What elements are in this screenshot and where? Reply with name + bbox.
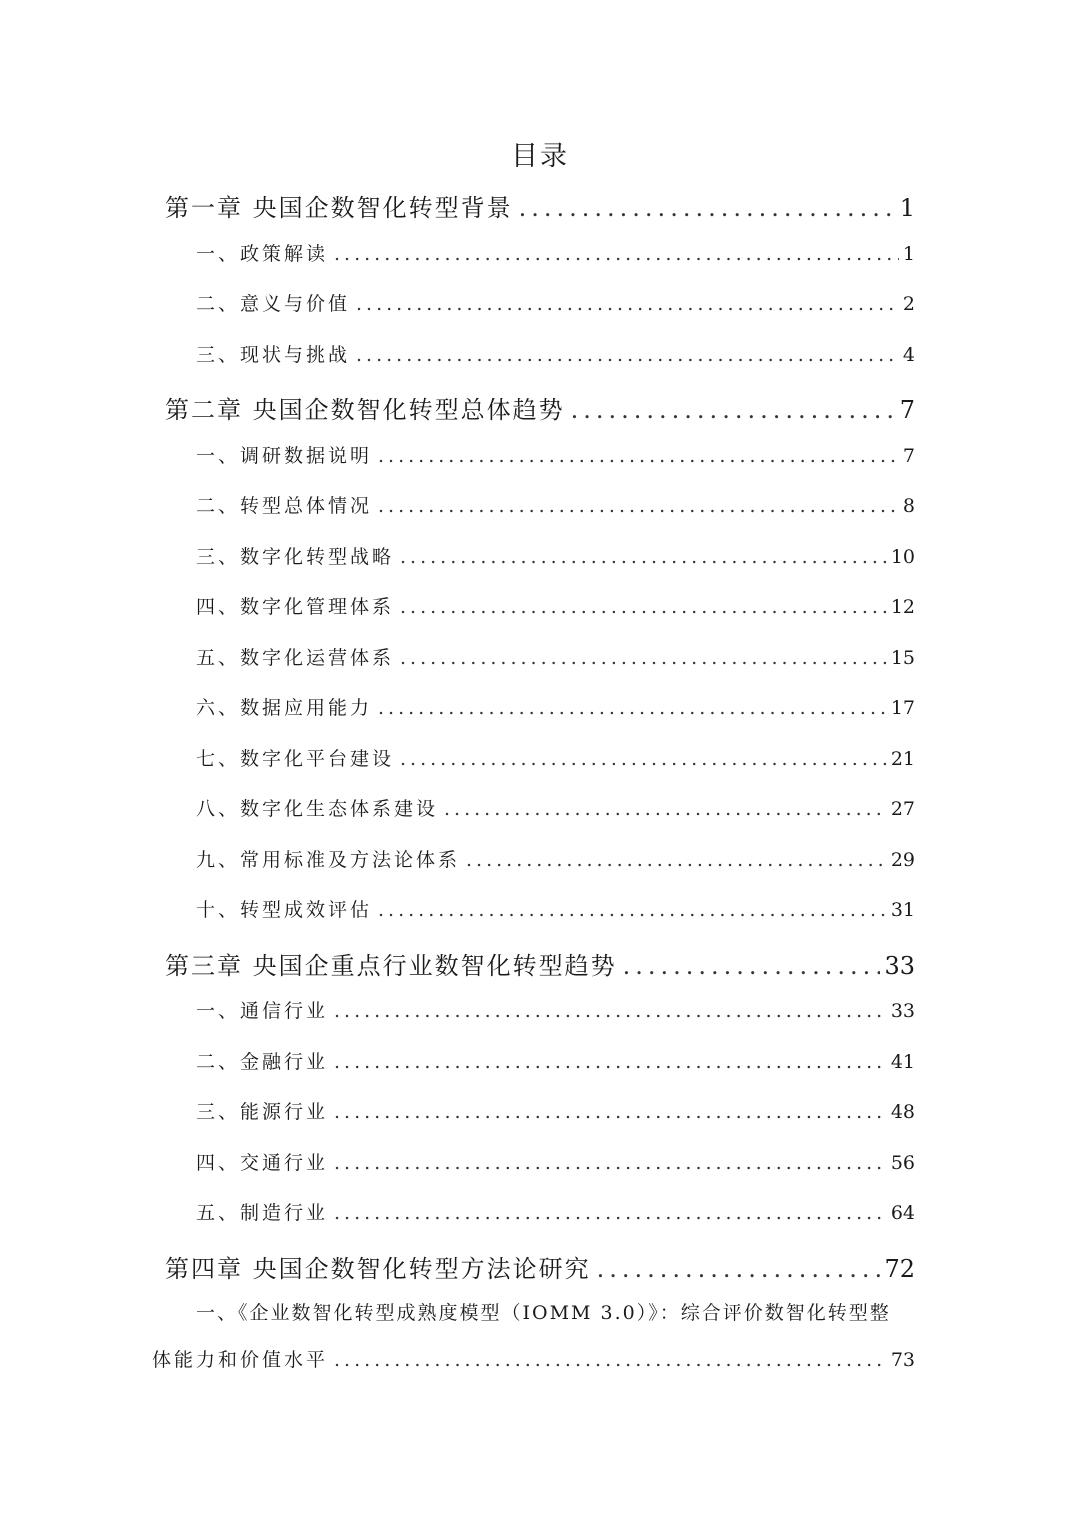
toc-entry-page-number: 73 — [890, 1349, 915, 1371]
toc-section-entry[interactable] — [196, 441, 915, 468]
toc-entry-label: 四、交通行业 — [196, 1151, 329, 1174]
dot-leader — [334, 243, 899, 265]
toc-section-entry[interactable] — [196, 693, 915, 720]
toc-section-entry[interactable] — [196, 1047, 915, 1074]
toc-section-entry[interactable] — [196, 491, 915, 518]
dot-leader — [334, 1101, 887, 1123]
dot-leader — [356, 344, 899, 366]
toc-entry-page-number: 27 — [890, 798, 915, 820]
dot-leader — [466, 849, 887, 871]
toc-entry-label: 二、金融行业 — [196, 1050, 329, 1073]
toc-entry-page-number: 33 — [890, 1000, 915, 1022]
toc-entry-label: 四、数字化管理体系 — [196, 596, 395, 618]
toc-entry-page-number: 48 — [890, 1101, 915, 1123]
dot-leader — [378, 495, 899, 517]
toc-entry-label: 八、数字化生态体系建设 — [196, 798, 439, 820]
dot-leader — [378, 697, 887, 719]
toc-entry-label: 二、意义与价值 — [196, 293, 351, 315]
dot-leader — [597, 1255, 881, 1283]
dot-leader — [623, 952, 881, 980]
toc-entry-page-number: 12 — [890, 596, 915, 618]
toc-title: 目录 — [511, 141, 569, 172]
toc-entry-label: 一、通信行业 — [196, 1000, 329, 1022]
toc-entry-wrapped-line1: 一、《企业数智化转型成熟度模型（IOMM 3.0）》：综合评价数智化转型整 — [196, 1302, 891, 1324]
toc-entry-label: 第二章 央国企数智化转型总体趋势 — [165, 396, 565, 424]
toc-entry-label: 九、常用标准及方法论体系 — [196, 848, 461, 871]
toc-chapter-entry[interactable] — [165, 1249, 915, 1284]
toc-entry-page-number: 7 — [902, 444, 915, 467]
toc-entry-page-number: 1 — [902, 242, 915, 265]
toc-entry-page-number: 72 — [884, 1254, 915, 1283]
toc-entry-page-number: 2 — [902, 293, 915, 315]
dot-leader — [378, 445, 899, 467]
dot-leader — [334, 1202, 887, 1224]
toc-section-entry[interactable] — [196, 542, 915, 569]
toc-chapter-entry[interactable] — [165, 390, 915, 425]
dot-leader — [519, 194, 896, 222]
toc-entry-page-number: 41 — [890, 1050, 915, 1073]
toc-entry-label: 三、能源行业 — [196, 1101, 329, 1123]
toc-section-entry[interactable] — [196, 643, 915, 670]
toc-entry-page-number: 31 — [890, 899, 915, 921]
toc-section-entry[interactable] — [196, 895, 915, 922]
toc-section-entry[interactable] — [196, 744, 915, 771]
toc-section-entry[interactable] — [196, 340, 915, 367]
toc-entry-page-number: 56 — [890, 1151, 915, 1174]
toc-chapter-entry[interactable] — [165, 188, 915, 223]
toc-entry-page-number: 1 — [899, 194, 915, 222]
toc-entry-label: 一、调研数据说明 — [196, 444, 373, 467]
dot-leader — [400, 748, 887, 770]
toc-entry-page-number: 4 — [902, 343, 915, 366]
toc-section-entry[interactable] — [196, 996, 915, 1023]
toc-section-entry[interactable] — [196, 592, 915, 619]
dot-leader — [334, 1051, 887, 1073]
dot-leader — [378, 899, 887, 921]
toc-entry-label: 体能力和价值水平 — [152, 1349, 329, 1371]
dot-leader — [400, 596, 887, 618]
dot-leader — [334, 1349, 887, 1371]
toc-section-entry[interactable] — [196, 845, 915, 872]
toc-entry-label: 第三章 央国企重点行业数智化转型趋势 — [165, 951, 617, 980]
toc-section-entry[interactable] — [196, 289, 915, 316]
toc-entry-label: 七、数字化平台建设 — [196, 747, 395, 770]
toc-entry-label: 五、数字化运营体系 — [196, 646, 395, 669]
toc-entry-wrapped-line2[interactable] — [152, 1345, 915, 1372]
dot-leader — [444, 798, 887, 820]
dot-leader — [400, 647, 887, 669]
toc-entry-page-number: 21 — [890, 747, 915, 770]
toc-entry-label: 六、数据应用能力 — [196, 697, 373, 719]
toc-entry-label: 二、转型总体情况 — [196, 495, 373, 517]
toc-section-entry[interactable] — [196, 794, 915, 821]
toc-entry-label: 一、政策解读 — [196, 242, 329, 265]
toc-entry-label: 十、转型成效评估 — [196, 899, 373, 921]
toc-entry-label: 三、数字化转型战略 — [196, 545, 395, 568]
toc-entry-label: 五、制造行业 — [196, 1202, 329, 1224]
toc-section-entry[interactable] — [196, 1097, 915, 1124]
dot-leader — [334, 1152, 887, 1174]
toc-entry-label: 第一章 央国企数智化转型背景 — [165, 194, 513, 222]
toc-section-entry[interactable] — [196, 239, 915, 266]
dot-leader — [400, 546, 887, 568]
toc-entry-page-number: 17 — [890, 697, 915, 719]
toc-entry-page-number: 10 — [890, 545, 915, 568]
toc-entry-page-number: 7 — [899, 396, 915, 424]
dot-leader — [356, 293, 899, 315]
dot-leader — [334, 1000, 887, 1022]
toc-section-entry[interactable] — [196, 1198, 915, 1225]
toc-entry-label: 三、现状与挑战 — [196, 343, 351, 366]
toc-chapter-entry[interactable] — [165, 946, 915, 981]
dot-leader — [571, 396, 896, 424]
toc-entry-page-number: 15 — [890, 646, 915, 669]
toc-entry-page-number: 8 — [902, 495, 915, 517]
toc-entry-page-number: 64 — [890, 1202, 915, 1224]
toc-entry-label: 第四章 央国企数智化转型方法论研究 — [165, 1254, 591, 1283]
toc-entry-page-number: 33 — [884, 951, 915, 980]
toc-section-entry[interactable] — [196, 1148, 915, 1175]
toc-entry-page-number: 29 — [890, 848, 915, 871]
